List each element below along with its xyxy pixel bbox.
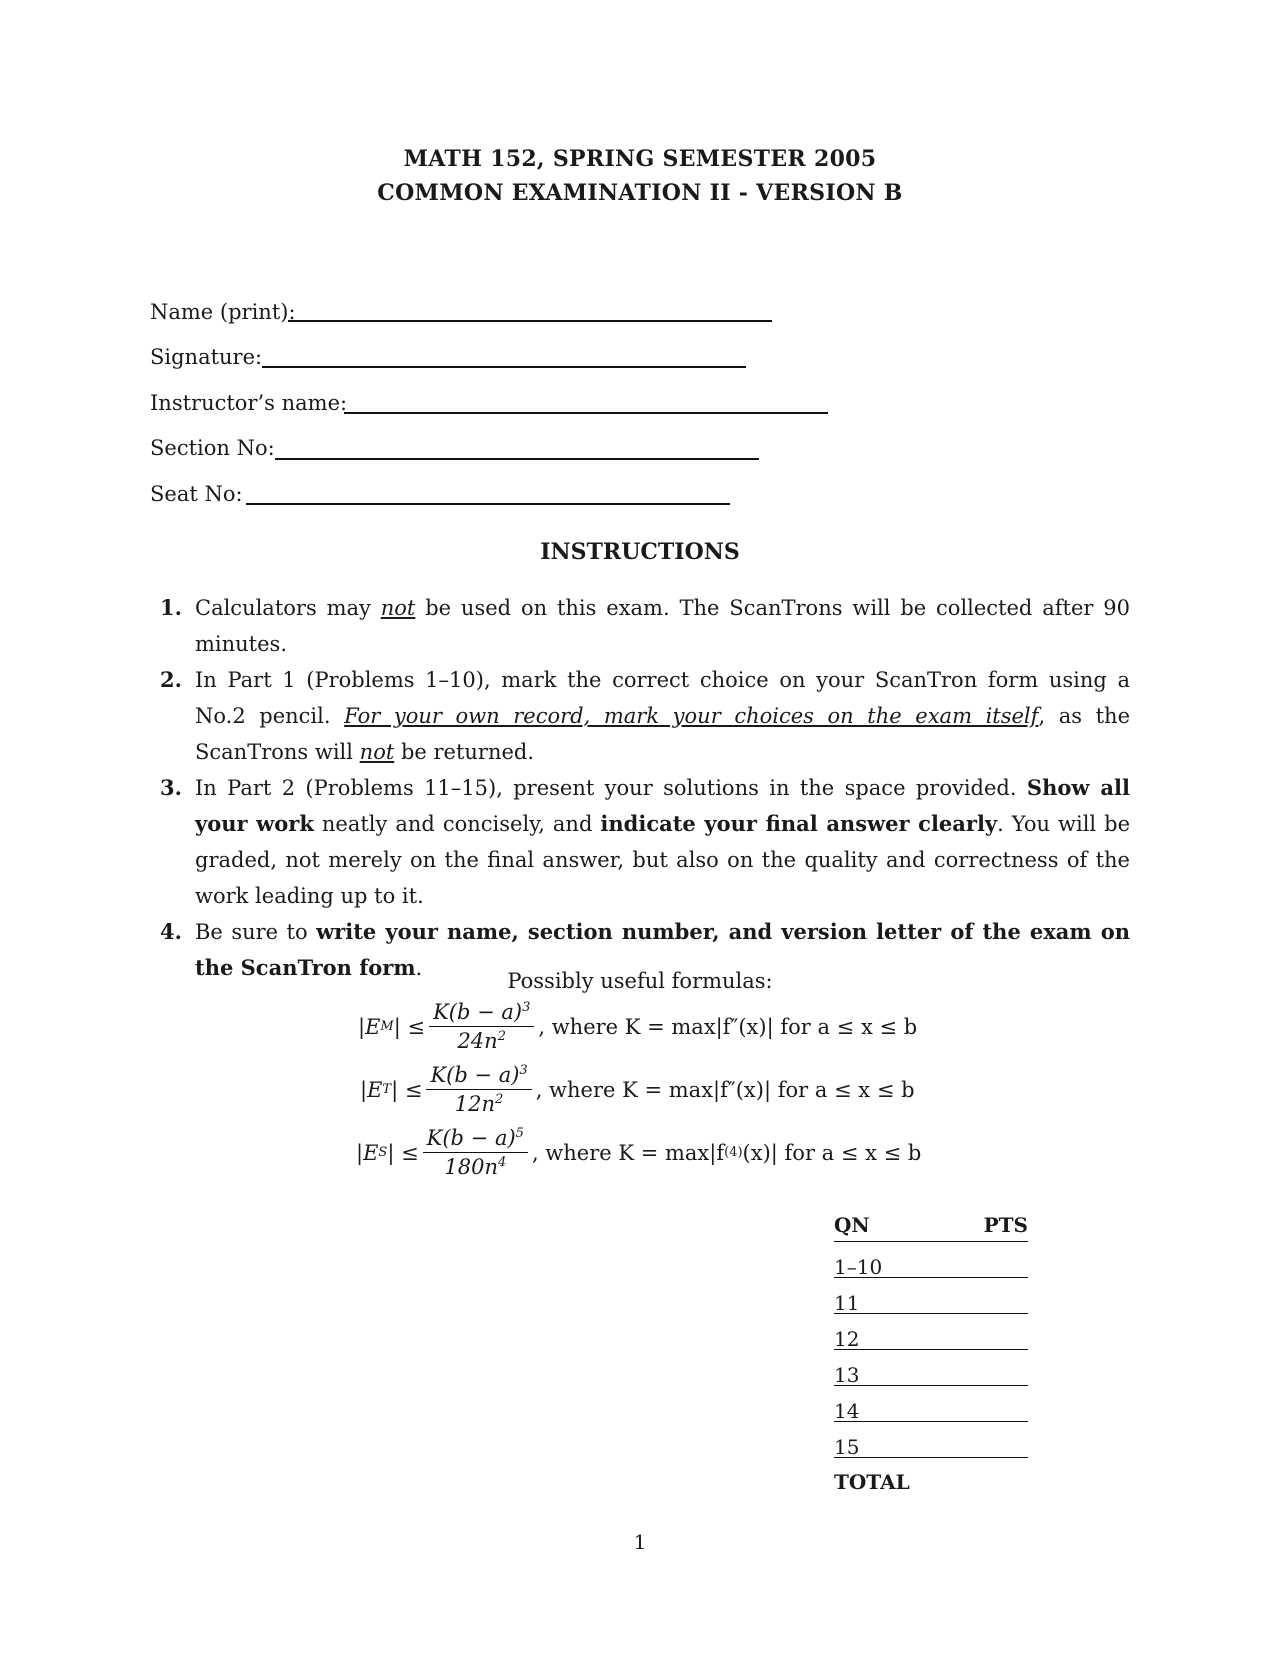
score-row[interactable]: 11 (834, 1278, 1028, 1314)
formula-midpoint: |E M | ≤ $\frac{K(b - a)^3}{24n^2}$ , where K = max|f″(x)| for a ≤ x ≤ b (358, 1000, 918, 1053)
score-row[interactable]: 14 (834, 1386, 1028, 1422)
score-row[interactable]: 15 (834, 1422, 1028, 1458)
section-label: Section No: (150, 436, 275, 460)
seat-line[interactable] (246, 503, 730, 505)
formula-simpson: |E S | ≤ $\frac{K(b - a)^5}{180n^4}$ , where K = max|f (4) (x)| for a ≤ x ≤ b (356, 1126, 922, 1179)
exam-title: MATH 152, SPRING SEMESTER 2005 (403, 146, 877, 172)
instruction-number: 4. (160, 919, 182, 944)
instruction-item-1: 1. Calculators may not be used on this exam. The ScanTrons will be collected after 90 minutes. (160, 590, 1130, 662)
instruction-item-3: 3. In Part 2 (Problems 11–15), present your solutions in the space provided. Show all your work neatly and concisely, and indicate your final answer clearly. You will be graded, not merely on the final answer, but also on the quality and correctness of the work leading up to it. (160, 770, 1130, 914)
error-fraction: $\frac{K(b - a)^5}{180n^4}$ (423, 1126, 528, 1179)
formulas-title: Possibly useful formulas: (507, 969, 773, 993)
instructor-line[interactable] (344, 412, 828, 414)
instruction-number: 3. (160, 775, 182, 800)
score-table-header: QN PTS (834, 1213, 1028, 1242)
error-fraction: $\frac{K(b - a)^3}{24n^2}$ (429, 1000, 534, 1053)
signature-line[interactable] (262, 366, 746, 368)
name-line[interactable] (288, 320, 772, 322)
section-line[interactable] (275, 458, 759, 460)
instruction-item-2: 2. In Part 1 (Problems 1–10), mark the correct choice on your ScanTron form using a No.2 pencil. For your own record, mark your choices on the exam itself, as the ScanTrons will not be returned. (160, 662, 1130, 770)
score-row[interactable]: 12 (834, 1314, 1028, 1350)
error-fraction: $\frac{K(b - a)^3}{12n^2}$ (426, 1063, 531, 1116)
instructions-list (160, 590, 1130, 986)
instruction-number: 2. (160, 667, 182, 692)
formula-trapezoid: |E T | ≤ $\frac{K(b - a)^3}{12n^2}$ , where K = max|f″(x)| for a ≤ x ≤ b (360, 1063, 915, 1116)
score-row[interactable]: 13 (834, 1350, 1028, 1386)
score-row[interactable]: 1–10 (834, 1242, 1028, 1278)
instructions-heading: INSTRUCTIONS (540, 539, 740, 565)
signature-label: Signature: (150, 345, 263, 369)
score-total: TOTAL (834, 1470, 910, 1494)
instructor-label: Instructor’s name: (150, 391, 348, 415)
instruction-item-4: 4. Be sure to write your name, section number, and version letter of the exam on the ScanTron form. (160, 914, 1130, 986)
exam-subtitle: COMMON EXAMINATION II - VERSION B (377, 180, 903, 206)
seat-label: Seat No: (150, 482, 243, 506)
name-label: Name (print): (150, 300, 296, 324)
score-table (834, 1213, 1028, 1494)
page-number: 1 (633, 1530, 647, 1554)
instruction-number: 1. (160, 595, 182, 620)
